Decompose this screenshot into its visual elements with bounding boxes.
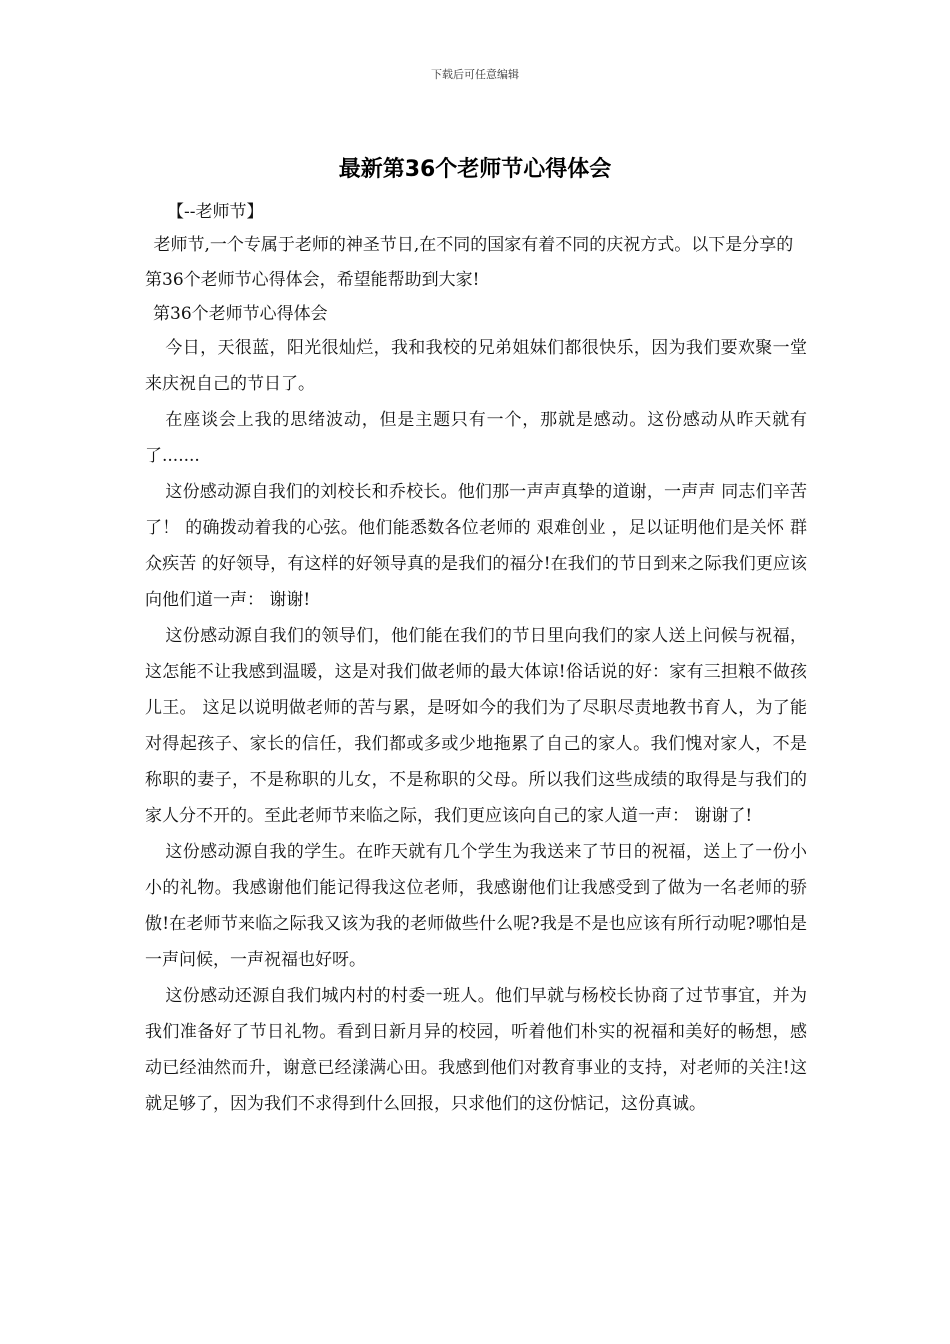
document-body — [145, 196, 807, 1122]
body-paragraph-2: 在座谈会上我的思绪波动，但是主题只有一个，那就是感动。这份感动从昨天就有了....... — [145, 410, 807, 466]
category-tag: 【--老师节】 — [167, 202, 264, 222]
intro-paragraph: 老师节,一个专属于老师的神圣节日,在不同的国家有着不同的庆祝方式。以下是分享的第36个老师节心得体会，希望能帮助到大家! — [145, 235, 794, 290]
body-paragraph-6: 这份感动还源自我们城内村的村委一班人。他们早就与杨校长协商了过节事宜，并为我们准备好了节日礼物。看到日新月异的校园，听着他们朴实的祝福和美好的畅想，感动已经油然而升，谢意已经漾满心田。我感到他们对教育事业的支持，对老师的关注!这就足够了，因为我们不求得到什么回报，只求他们的这份惦记，这份真诚。 — [145, 986, 807, 1114]
body-paragraph-3: 这份感动源自我们的刘校长和乔校长。他们那一声声真挚的道谢，一声声 同志们辛苦了！ 的确拨动着我的心弦。他们能悉数各位老师的 艰难创业 ，足以证明他们是关怀 群众疾苦 的好领导，有这样的好领导真的是我们的福分!在我们的节日到来之际我们更应该向他们道一声： 谢谢! — [145, 482, 807, 610]
body-paragraph-1: 今日，天很蓝，阳光很灿烂，我和我校的兄弟姐妹们都很快乐，因为我们要欢聚一堂来庆祝自己的节日了。 — [145, 338, 807, 394]
body-paragraph-4: 这份感动源自我们的领导们，他们能在我们的节日里向我们的家人送上问候与祝福，这怎能不让我感到温暖，这是对我们做老师的最大体谅!俗话说的好：家有三担粮不做孩儿王。 这足以说明做老师的苦与累，是呀如今的我们为了尽职尽责地教书育人，为了能对得起孩子、家长的信任，我们都或多或少地拖累了自己的家人。我们愧对家人，不是称职的妻子，不是称职的儿女，不是称职的父母。所以我们这些成绩的取得是与我们的家人分不开的。至此老师节来临之际，我们更应该向自己的家人道一声： 谢谢了! — [145, 626, 807, 826]
header-note: 下载后可任意编辑 — [431, 68, 519, 81]
body-paragraph-5: 这份感动源自我的学生。在昨天就有几个学生为我送来了节日的祝福，送上了一份小小的礼物。我感谢他们能记得我这位老师，我感谢他们让我感受到了做为一名老师的骄傲!在老师节来临之际我又该为我的老师做些什么呢?我是不是也应该有所行动呢?哪怕是一声问候，一声祝福也好呀。 — [145, 842, 807, 970]
section-subheading: 第36个老师节心得体会 — [153, 304, 328, 324]
document-title: 最新第36个老师节心得体会 — [338, 157, 612, 182]
